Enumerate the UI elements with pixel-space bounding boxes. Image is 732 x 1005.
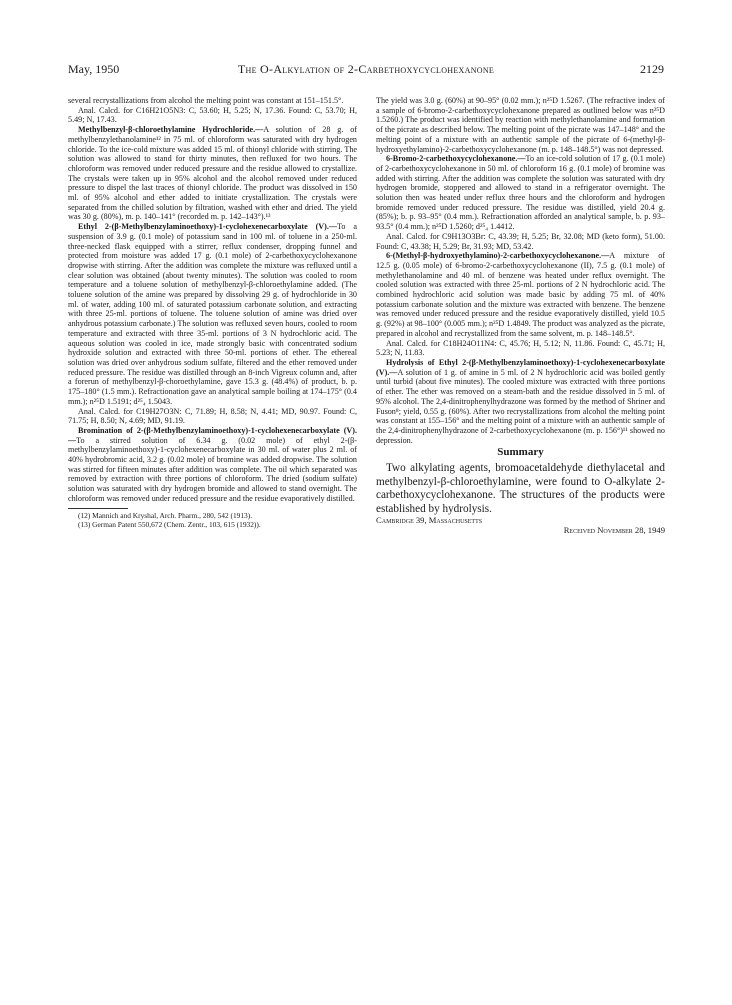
procedure-heading: Methylbenzyl-β-chloroethylamine Hydrochloride.—: [78, 125, 264, 135]
procedure-body: To a stirred solution of 6.34 g. (0.02 mole) of ethyl 2-(β-methylbenzylaminoethoxy)-1-cyclohexenecarboxylate in 30 ml. of water plus 2 ml. of 40% hydrobromic acid, 3.2 g. (0.02 mole) of bromine was added dropwise. The solution was stirred for fifteen minutes after addition was complete. The oil which separated was removed by extraction with three portions of chloroform. The dried (sodium sulfate) solution was saturated with dry hydrogen bromide and allowed to stand overnight. The chloroform was removed under reduced pressure and the residue evaporatively distilled.: [68, 435, 357, 503]
affiliation-place: Cambridge 39, Massachusetts: [376, 515, 483, 526]
footnote-rule: [68, 508, 128, 509]
footnote-12: (12) Mannich and Kryshal, Arch. Pharm., 280, 542 (1913).: [78, 510, 253, 520]
procedure-heading: Bromination of 2-(β-Methylbenzylaminoethoxy)-1-cyclohexenecarboxylate (V).—: [68, 425, 357, 445]
analysis-paragraph: Anal. Calcd. for C19H27O3N: C, 71.89; H, 8.58; N, 4.41; MD, 90.97. Found: C, 71.75; H, 8.50; N, 4.69; MD, 91.19.: [68, 406, 357, 426]
procedure-body: A solution of 28 g. of methylbenzylethanolamine¹² in 75 ml. of chloroform was saturated with dry hydrogen chloride. To the ice-cold mixture was added 15 ml. of thionyl chloride with stirring. The solution was allowed to stand for thirty minutes, then refluxed for two hours. The chloroform was removed under reduced pressure and the residue allowed to crystallize. The crystals were taken up in 95% alcohol and the alcohol removed under reduced pressure to dispel the last traces of thionyl chloride. The product was dissolved in 150 ml. of 95% alcohol and ether added to initiate crystallization. The crystals were separated from the chilled solution by filtration, washed with ether and dried. The yield was 30 g. (80%), m. p. 140–141° (recorded m. p. 142–143°).¹³: [68, 125, 357, 222]
analysis-paragraph: Anal. Calcd. for C16H21O5N3: C, 53.60; H, 5.25; N, 17.36. Found: C, 53.70; H, 5.49; N, 17.43.: [68, 105, 357, 125]
left-column: [68, 96, 357, 529]
analysis-paragraph: Anal. Calcd. for C9H13O3Br: C, 43.39; H, 5.25; Br, 32.08; MD (keto form), 51.00. Found: C, 43.38; H, 5.29; Br, 31.93; MD, 53.42.: [376, 231, 665, 251]
received-date: Received November 28, 1949: [563, 525, 665, 536]
procedure-body: A solution of 1 g. of amine in 5 ml. of 2 N hydrochloric acid was boiled gently until turbid (about five minutes). The cooled mixture was extracted with three portions of ether. The ether was removed on a steam-bath and the residue dissolved in 5 ml. of 95% alcohol. The 2,4-dinitrophenylhydrazone was formed by the method of Shriner and Fuson⁸; yield, 0.55 g. (60%). After two recrystallizations from alcohol the melting point was constant at 155–156° and the melting point of a mixture with an authentic sample of the 2,4-dinitrophenylhydrazone of 2-carbethoxycyclohexanone (m. p. 156°)¹¹ showed no depression.: [376, 367, 665, 445]
header-date: May, 1950: [68, 62, 120, 76]
procedure-body: To an ice-cold solution of 17 g. (0.1 mole) of 2-carbethoxycyclohexanone in 50 ml. of chloroform 16 g. (0.1 mole) of bromine was added with stirring. After the addition was complete the solution was saturated with dry hydrogen bromide, stoppered and allowed to stand in a refrigerator overnight. The solution then was heated under reflux three hours and the chloroform and hydrogen bromide removed under reduced pressure. The residue was distilled, yield 20.4 g. (85%); b. p. 93–95° (0.4 mm.). Refractionation afforded an analytical sample, b. p. 93–93.5° (0.4 mm.); n²⁵D 1.5260; d²⁵₄ 1.4412.: [376, 154, 665, 232]
procedure-paragraph: [376, 358, 665, 445]
procedure-body: A mixture of 12.5 g. (0.05 mole) of 6-bromo-2-carbethoxycyclohexanone (II), 7.5 g. (0.1 mole) of methylethanolamine and 40 ml. of benzene was heated under reflux overnight. The cooled solution was extracted with three 25-ml. portions of 2 N hydrochloric acid. The combined hydrochloric acid solution was made basic by adding 75 ml. of 40% potassium carbonate solution and the mixture was extracted with benzene. The benzene was removed under reduced pressure and the residue evaporatively distilled, yield 10.5 g. (92%) at 98–100° (0.005 mm.); n²⁵D 1.4849. The product was analyzed as the picrate, prepared in alcohol and recrystallized from the same solvent, m. p. 148–148.5°.: [376, 251, 665, 338]
summary-heading: Summary: [497, 446, 544, 459]
procedure-heading: Hydrolysis of Ethyl 2-(β-Methylbenzylaminoethoxy)-1-cyclohexenecarboxylate (V).—: [376, 357, 665, 377]
procedure-paragraph: [68, 426, 357, 504]
procedure-heading: 6-Bromo-2-carbethoxycyclohexanone.—: [386, 154, 526, 164]
footnote-13: (13) German Patent 550,672 (Chem. Zentr., 103, 615 (1932)).: [78, 519, 261, 529]
procedure-paragraph: [376, 154, 665, 232]
procedure-heading: Ethyl 2-(β-Methylbenzylaminoethoxy)-1-cyclohexenecarboxylate (V).—: [78, 222, 338, 232]
header-title: The O-Alkylation of 2-Carbethoxycyclohexanone: [237, 62, 495, 76]
paragraph: The yield was 3.0 g. (60%) at 90–95° (0.02 mm.); n²⁵D 1.5267. (The refractive index of a sample of 6-bromo-2-carbethoxycyclohexanone prepared as outlined below was n²⁵D 1.5260.) The product was identified by reaction with methylethanolamine and formation of the picrate as described below. The melting point of the picrate was 147–148° and the melting point of a mixture with an authentic sample of the picrate of 6-(methyl-β-hydroxyethylamino)-2-carbethoxycyclohexanone (m. p. 148–148.5°) was not depressed.: [376, 96, 665, 154]
paragraph: several recrystallizations from alcohol the melting point was constant at 151–151.5°.: [68, 96, 344, 105]
procedure-heading: 6-(Methyl-β-hydroxyethylamino)-2-carbethoxycyclohexanone.—: [386, 251, 610, 261]
procedure-paragraph: [68, 222, 357, 406]
procedure-paragraph: [376, 251, 665, 338]
procedure-body: To a suspension of 3.9 g. (0.1 mole) of potassium sand in 100 ml. of toluene in a 250-ml. three-necked flask equipped with a stirrer, reflux condenser, dropping funnel and protected from moisture was added 17 g. (0.1 mole) of 2-carbethoxycyclohexanone dropwise with stirring. After the addition was complete the mixture was refluxed until a clear solution was obtained (about twenty minutes). The solution was cooled to room temperature and a toluene solution of methylbenzyl-β-chloroethylamine added. (The toluene solution of the amine was prepared by dissolving 29 g. of hydrochloride in 30 ml. of water, adding 100 ml. of saturated potassium carbonate solution, and extracting with three 25-ml. portions of toluene. The toluene solution of amine was dried over anhydrous potassium carbonate.) The solution was refluxed seven hours, cooled to room temperature and extracted with three 35-ml. portions of 3 N hydrochloric acid. The aqueous solution was cooled in ice, made strongly basic with concentrated sodium hydroxide solution and extracted with three 50-ml. portions of ether. The ethereal solution was dried over anhydrous sodium sulfate, filtered and the ether removed under reduced pressure. The residue was distilled through an 8-inch Vigreux column and, after a forerun of methylbenzyl-β-choroethylamine, gave 15.3 g. (48.4%) of product, b. p. 175–180° (1.5 mm.). Refractionation gave an analytical sample boiling at 174–175° (0.4 mm.); n²⁵D 1.5191; d²⁵₄ 1.5043.: [68, 222, 357, 406]
summary-text: Two alkylating agents, bromoacetaldehyde diethylacetal and methylbenzyl-β-chloroethylamine, were found to O-alkylate 2-carbethoxycyclohexanone. The structures of the products were established by hydrolysis.: [376, 462, 665, 515]
analysis-paragraph: Anal. Calcd. for C18H24O11N4: C, 45.76; H, 5.12; N, 11.86. Found: C, 45.71; H, 5.23; N, 11.83.: [376, 338, 665, 358]
page-number: 2129: [640, 62, 664, 76]
procedure-paragraph: [68, 125, 357, 222]
right-column: [376, 96, 665, 536]
running-header: [68, 62, 664, 78]
